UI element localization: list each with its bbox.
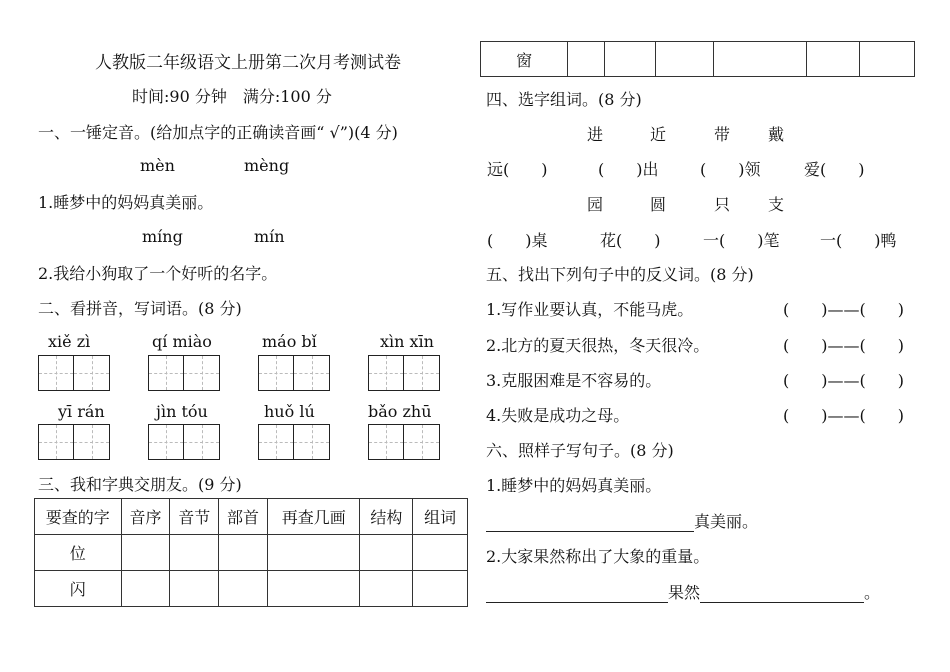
answer-line[interactable] bbox=[700, 584, 864, 603]
table-row bbox=[481, 42, 915, 77]
dictionary-table bbox=[34, 498, 468, 607]
table-row bbox=[35, 535, 468, 571]
pinyin-option[interactable]: míng bbox=[142, 227, 183, 246]
table-header: 组词 bbox=[413, 499, 468, 535]
fill-item[interactable]: 爱( ) bbox=[804, 160, 865, 179]
table-header: 音节 bbox=[170, 499, 219, 535]
fill-item[interactable]: 一( )笔 bbox=[703, 231, 780, 250]
section1-sentence: 2.我给小狗取了一个好听的名字。 bbox=[38, 264, 278, 283]
table-header: 音序 bbox=[121, 499, 170, 535]
pattern-text: 真美丽。 bbox=[694, 512, 759, 531]
answer-cell[interactable] bbox=[859, 42, 914, 77]
answer-cell[interactable] bbox=[605, 42, 656, 77]
section5-heading: 五、找出下列句子中的反义词。(8 分) bbox=[486, 265, 754, 284]
fill-item[interactable]: 花( ) bbox=[600, 231, 661, 250]
choice-char: 园 bbox=[587, 195, 604, 214]
answer-line[interactable] bbox=[486, 513, 694, 532]
table-header: 再查几画 bbox=[267, 499, 360, 535]
answer-cell[interactable] bbox=[360, 571, 413, 607]
choice-char: 带 bbox=[714, 125, 731, 144]
antonym-blank[interactable]: ( )——( ) bbox=[783, 406, 904, 425]
choice-char: 近 bbox=[650, 125, 667, 144]
writing-grid[interactable] bbox=[148, 424, 220, 460]
choice-char: 进 bbox=[587, 125, 604, 144]
answer-cell[interactable] bbox=[806, 42, 859, 77]
section1-sentence: 1.睡梦中的妈妈真美丽。 bbox=[38, 193, 214, 212]
pinyin-option[interactable]: mèng bbox=[244, 156, 290, 175]
writing-grid[interactable] bbox=[258, 424, 330, 460]
choice-char: 戴 bbox=[768, 125, 785, 144]
section4-heading: 四、选字组词。(8 分) bbox=[486, 90, 642, 109]
antonym-sentence: 1.写作业要认真，不能马虎。 bbox=[486, 300, 694, 319]
antonym-blank[interactable]: ( )——( ) bbox=[783, 300, 904, 319]
answer-cell[interactable] bbox=[121, 535, 170, 571]
writing-grid[interactable] bbox=[148, 355, 220, 391]
pattern-text: 果然 bbox=[668, 583, 701, 602]
fill-item[interactable]: 一( )鸭 bbox=[820, 231, 897, 250]
antonym-sentence: 4.失败是成功之母。 bbox=[486, 406, 630, 425]
antonym-sentence: 3.克服困难是不容易的。 bbox=[486, 371, 662, 390]
pinyin-label: máo bǐ bbox=[262, 332, 317, 351]
antonym-sentence: 2.北方的夏天很热，冬天很冷。 bbox=[486, 336, 710, 355]
fill-item[interactable]: 远( ) bbox=[487, 160, 548, 179]
pinyin-label: huǒ lú bbox=[264, 402, 315, 421]
writing-grid[interactable] bbox=[368, 424, 440, 460]
pinyin-label: xiě zì bbox=[48, 332, 91, 351]
table-cell-char: 窗 bbox=[481, 42, 568, 77]
pinyin-option[interactable]: mèn bbox=[140, 156, 175, 175]
choice-char: 圆 bbox=[650, 195, 667, 214]
table-header: 结构 bbox=[360, 499, 413, 535]
answer-cell[interactable] bbox=[170, 571, 219, 607]
antonym-blank[interactable]: ( )——( ) bbox=[783, 371, 904, 390]
answer-cell[interactable] bbox=[413, 535, 468, 571]
table-row bbox=[35, 571, 468, 607]
answer-cell[interactable] bbox=[568, 42, 605, 77]
table-cell-char: 闪 bbox=[35, 571, 122, 607]
pinyin-option[interactable]: mín bbox=[254, 227, 285, 246]
sentence-pattern-1 bbox=[486, 509, 758, 532]
pinyin-label: xìn xīn bbox=[380, 332, 434, 351]
table-cell-char: 位 bbox=[35, 535, 122, 571]
answer-cell[interactable] bbox=[713, 42, 806, 77]
answer-line[interactable] bbox=[486, 584, 668, 603]
answer-cell[interactable] bbox=[656, 42, 713, 77]
sentence-pattern-2 bbox=[486, 580, 880, 603]
pinyin-label: bǎo zhū bbox=[368, 402, 432, 421]
pinyin-label: qí miào bbox=[152, 332, 212, 351]
writing-grid[interactable] bbox=[38, 424, 110, 460]
pattern-text: 。 bbox=[864, 583, 881, 602]
writing-grid[interactable] bbox=[368, 355, 440, 391]
answer-cell[interactable] bbox=[413, 571, 468, 607]
answer-cell[interactable] bbox=[170, 535, 219, 571]
section3-heading: 三、我和字典交朋友。(9 分) bbox=[38, 475, 242, 494]
fill-item[interactable]: ( )桌 bbox=[487, 231, 548, 250]
table-header: 要查的字 bbox=[35, 499, 122, 535]
writing-grid[interactable] bbox=[38, 355, 110, 391]
answer-cell[interactable] bbox=[121, 571, 170, 607]
pinyin-label: yī rán bbox=[58, 402, 105, 421]
section1-heading: 一、一锤定音。(给加点字的正确读音画“ √”)(4 分) bbox=[38, 123, 398, 142]
section2-heading: 二、看拼音，写词语。(8 分) bbox=[38, 299, 242, 318]
example-sentence: 2.大家果然称出了大象的重量。 bbox=[486, 547, 710, 566]
choice-char: 支 bbox=[768, 195, 785, 214]
section6-heading: 六、照样子写句子。(8 分) bbox=[486, 441, 674, 460]
answer-cell[interactable] bbox=[219, 571, 268, 607]
page-title: 人教版二年级语文上册第二次月考测试卷 bbox=[95, 53, 401, 73]
time-info: 时间:90 分钟 满分:100 分 bbox=[132, 87, 332, 106]
fill-item[interactable]: ( )领 bbox=[700, 160, 761, 179]
table-header: 部首 bbox=[219, 499, 268, 535]
pinyin-label: jìn tóu bbox=[156, 402, 208, 421]
answer-cell[interactable] bbox=[360, 535, 413, 571]
answer-cell[interactable] bbox=[267, 571, 360, 607]
example-sentence: 1.睡梦中的妈妈真美丽。 bbox=[486, 476, 662, 495]
answer-cell[interactable] bbox=[219, 535, 268, 571]
antonym-blank[interactable]: ( )——( ) bbox=[783, 336, 904, 355]
dictionary-table-continued bbox=[480, 41, 915, 77]
writing-grid[interactable] bbox=[258, 355, 330, 391]
choice-char: 只 bbox=[714, 195, 731, 214]
fill-item[interactable]: ( )出 bbox=[598, 160, 659, 179]
answer-cell[interactable] bbox=[267, 535, 360, 571]
